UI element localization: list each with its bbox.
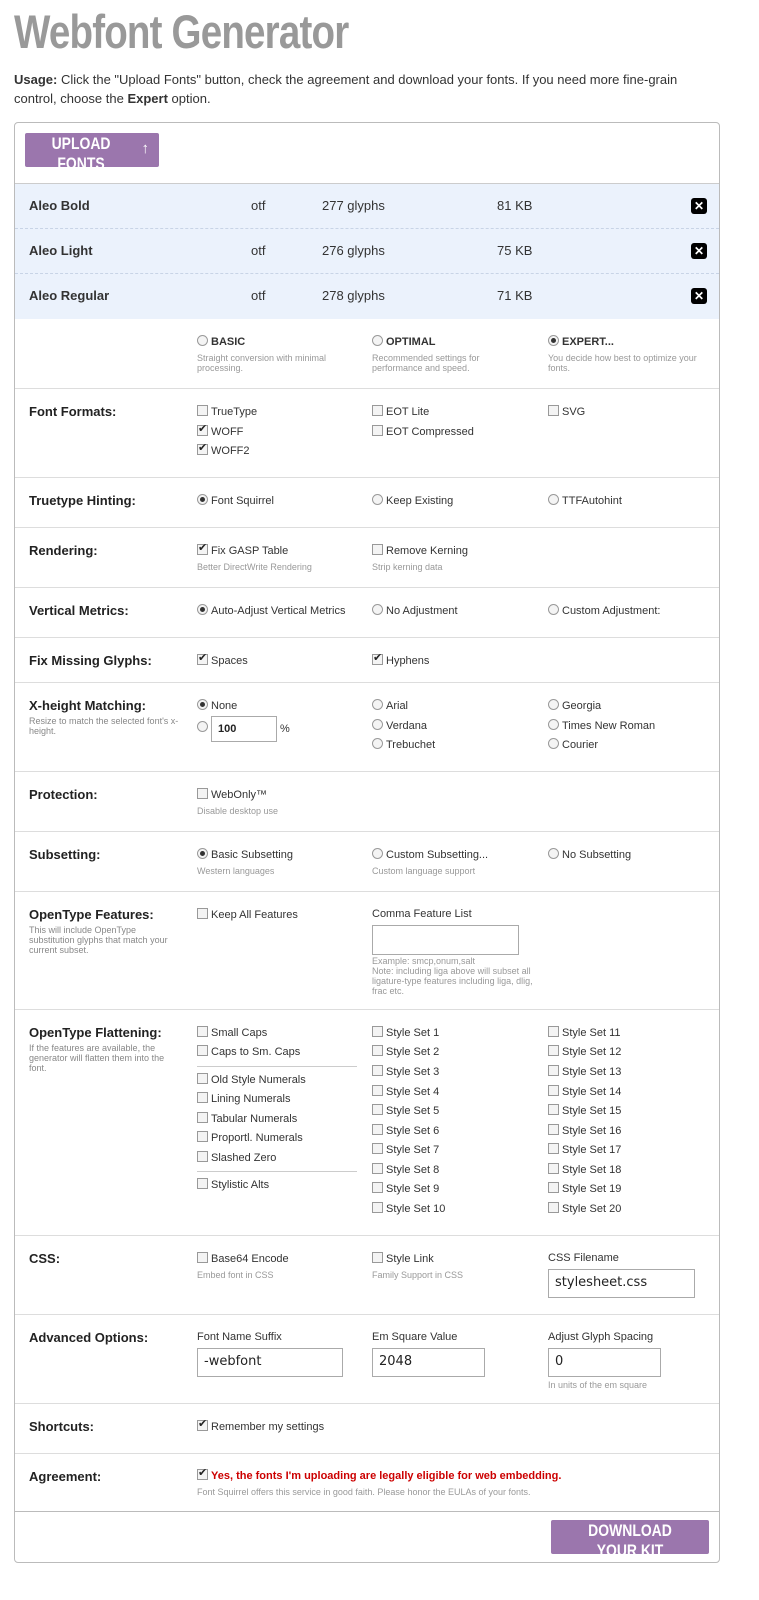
style-set-checkbox[interactable]: Style Set 10 [372, 1202, 445, 1215]
mode-basic-desc: Straight conversion with minimal processing. [197, 353, 327, 373]
xheight-trebuchet-radio[interactable]: Trebuchet [372, 738, 435, 751]
file-ext: otf [251, 198, 266, 213]
page-title: Webfont Generator [14, 5, 349, 58]
format-eotcomp-checkbox[interactable]: EOT Compressed [372, 425, 474, 438]
flatten-checkbox[interactable]: Caps to Sm. Caps [197, 1045, 300, 1058]
flatten-checkbox[interactable]: Stylistic Alts [197, 1178, 269, 1191]
divider [15, 1235, 719, 1236]
ot-flattening-sub: If the features are available, the generator will flatten them into the font. [29, 1043, 165, 1073]
divider [15, 388, 719, 389]
file-name: Aleo Bold [29, 198, 90, 213]
subsetting-label: Subsetting: [29, 847, 101, 862]
css-filename-label: CSS Filename [548, 1252, 619, 1264]
format-truetype-checkbox[interactable]: TrueType [197, 405, 257, 418]
style-set-checkbox[interactable]: Style Set 19 [548, 1182, 621, 1195]
advanced-label: Advanced Options: [29, 1330, 149, 1345]
radio[interactable] [197, 335, 208, 346]
remove-kerning-desc: Strip kerning data [372, 562, 443, 572]
base64-desc: Embed font in CSS [197, 1270, 274, 1280]
file-glyphs: 278 glyphs [322, 288, 385, 303]
xheight-tnr-radio[interactable]: Times New Roman [548, 719, 655, 732]
style-set-checkbox[interactable]: Style Set 4 [372, 1085, 439, 1098]
fix-gasp-checkbox[interactable]: ✔ Fix GASP Table [197, 544, 288, 557]
style-set-checkbox[interactable]: Style Set 6 [372, 1124, 439, 1137]
divider [15, 771, 719, 772]
fix-hyphens-checkbox[interactable]: ✔ Hyphens [372, 654, 429, 667]
file-size: 81 KB [497, 198, 533, 213]
hinting-label: Truetype Hinting: [29, 493, 136, 508]
flatten-checkbox[interactable]: Slashed Zero [197, 1151, 276, 1164]
radio[interactable] [548, 335, 559, 346]
agreement-desc: Font Squirrel offers this service in good faith. Please honor the EULAs of your fonts. [197, 1487, 531, 1497]
upload-fonts-button[interactable]: UPLOAD FONTS ↑ [25, 133, 159, 167]
style-set-checkbox[interactable]: Style Set 9 [372, 1182, 439, 1195]
flatten-checkbox[interactable]: Old Style Numerals [197, 1073, 306, 1086]
xheight-none-radio[interactable]: None [197, 699, 237, 712]
feature-list-input[interactable] [372, 925, 519, 955]
xheight-courier-radio[interactable]: Courier [548, 738, 598, 751]
file-name: Aleo Light [29, 243, 93, 258]
radio[interactable] [372, 335, 383, 346]
webonly-checkbox[interactable]: WebOnly™ [197, 788, 267, 801]
hinting-fontsquirrel-radio[interactable]: Font Squirrel [197, 494, 274, 507]
subset-custom-radio[interactable]: Custom Subsetting... [372, 848, 488, 861]
divider [15, 831, 719, 832]
base64-checkbox[interactable]: Base64 Encode [197, 1252, 289, 1265]
missing-glyphs-label: Fix Missing Glyphs: [29, 653, 152, 668]
divider [15, 587, 719, 588]
fix-spaces-checkbox[interactable]: ✔ Spaces [197, 654, 248, 667]
webonly-desc: Disable desktop use [197, 806, 279, 816]
style-link-desc: Family Support in CSS [372, 1270, 464, 1280]
flatten-checkbox[interactable]: Tabular Numerals [197, 1112, 297, 1125]
fix-gasp-desc: Better DirectWrite Rendering [197, 562, 312, 572]
glyph-spacing-desc: In units of the em square [548, 1380, 648, 1390]
file-glyphs: 276 glyphs [322, 243, 385, 258]
divider [197, 1066, 357, 1067]
xheight-value-input[interactable]: 100 [211, 716, 277, 742]
divider [15, 477, 719, 478]
glyph-spacing-label: Adjust Glyph Spacing [548, 1331, 654, 1343]
subset-basic-desc: Western languages [197, 866, 275, 876]
ot-features-sub: This will include OpenType substitution glyphs that match your current subset. [29, 925, 168, 955]
generator-panel [14, 122, 720, 1563]
em-square-label: Em Square Value [372, 1331, 458, 1343]
mode-expert-desc: You decide how best to optimize your fonts. [548, 353, 697, 373]
file-name: Aleo Regular [29, 288, 110, 303]
mode-optimal-desc: Recommended settings for performance and speed. [372, 353, 480, 373]
format-svg-checkbox[interactable]: SVG [548, 405, 585, 418]
arrow-up-icon: ↑ [141, 140, 149, 157]
glyph-spacing-input[interactable]: 0 [548, 1348, 661, 1377]
font-suffix-label: Font Name Suffix [197, 1331, 282, 1343]
file-ext: otf [251, 288, 266, 303]
agreement-checkbox[interactable]: ✔ Yes, the fonts I'm uploading are legally eligible for web embedding. [197, 1469, 561, 1482]
feature-note: Note: including liga above will subset all ligature-type features including liga, dlig, frac etc. [372, 966, 533, 996]
format-woff-checkbox[interactable]: ✔WOFF [197, 425, 243, 438]
style-set-checkbox[interactable]: Style Set 17 [548, 1143, 621, 1156]
file-row [15, 274, 719, 319]
format-eotlite-checkbox[interactable]: EOT Lite [372, 405, 429, 418]
xheight-sub: Resize to match the selected font's x-height. [29, 716, 179, 736]
ot-features-label: OpenType Features: [29, 907, 154, 922]
xheight-georgia-radio[interactable]: Georgia [548, 699, 601, 712]
download-kit-button[interactable]: DOWNLOAD YOUR KIT [551, 1520, 709, 1554]
divider [15, 1453, 719, 1454]
xheight-arial-radio[interactable]: Arial [372, 699, 408, 712]
subset-none-radio[interactable]: No Subsetting [548, 848, 631, 861]
divider [15, 1403, 719, 1404]
em-square-input[interactable]: 2048 [372, 1348, 485, 1377]
xheight-label: X-height Matching: [29, 698, 146, 713]
style-set-checkbox[interactable]: Style Set 3 [372, 1065, 439, 1078]
usage-text: Usage: Click the "Upload Fonts" button, check the agreement and download your fonts. If you need more fine-grain control, choose the Expert option. [14, 72, 678, 106]
font-formats-label: Font Formats: [29, 404, 117, 419]
file-row [15, 229, 719, 274]
remove-kerning-checkbox[interactable]: Remove Kerning [372, 544, 468, 557]
font-suffix-input[interactable]: -webfont [197, 1348, 343, 1377]
divider [15, 1314, 719, 1315]
vmetrics-auto-radio[interactable]: Auto-Adjust Vertical Metrics [197, 604, 346, 617]
divider [197, 1171, 357, 1172]
style-set-checkbox[interactable]: Style Set 13 [548, 1065, 621, 1078]
style-set-checkbox[interactable]: Style Set 15 [548, 1104, 621, 1117]
protection-label: Protection: [29, 787, 98, 802]
rendering-label: Rendering: [29, 543, 98, 558]
style-set-checkbox[interactable]: Style Set 2 [372, 1045, 439, 1058]
vertical-metrics-label: Vertical Metrics: [29, 603, 129, 618]
style-set-checkbox[interactable]: Style Set 1 [372, 1026, 439, 1039]
flatten-checkbox[interactable]: Proportl. Numerals [197, 1131, 303, 1144]
hinting-ttfautohint-radio[interactable]: TTFAutohint [548, 494, 622, 507]
file-list [15, 183, 719, 319]
style-set-checkbox[interactable]: Style Set 11 [548, 1026, 621, 1039]
subset-basic-radio[interactable]: Basic Subsetting [197, 848, 293, 861]
keep-all-features-checkbox[interactable]: Keep All Features [197, 908, 298, 921]
mode-expert-radio[interactable]: EXPERT... [548, 335, 614, 348]
divider [15, 637, 719, 638]
style-set-checkbox[interactable]: Style Set 16 [548, 1124, 621, 1137]
remember-settings-checkbox[interactable]: ✔ Remember my settings [197, 1420, 324, 1433]
remove-file-icon[interactable]: ✕ [691, 288, 707, 304]
subset-custom-desc: Custom language support [372, 866, 476, 876]
css-label: CSS: [29, 1251, 61, 1266]
vmetrics-custom-radio[interactable]: Custom Adjustment: [548, 604, 660, 617]
hinting-keep-radio[interactable]: Keep Existing [372, 494, 453, 507]
mode-optimal-radio[interactable]: OPTIMAL [372, 335, 436, 348]
divider [15, 891, 719, 892]
divider [15, 1009, 719, 1010]
style-set-checkbox[interactable]: Style Set 20 [548, 1202, 621, 1215]
file-size: 71 KB [497, 288, 533, 303]
file-glyphs: 277 glyphs [322, 198, 385, 213]
file-row [15, 184, 719, 229]
ot-flattening-label: OpenType Flattening: [29, 1025, 162, 1040]
shortcuts-label: Shortcuts: [29, 1419, 94, 1434]
divider [15, 527, 719, 528]
file-size: 75 KB [497, 243, 533, 258]
xheight-verdana-radio[interactable]: Verdana [372, 719, 427, 732]
vmetrics-none-radio[interactable]: No Adjustment [372, 604, 458, 617]
remove-file-icon[interactable]: ✕ [691, 198, 707, 214]
style-set-checkbox[interactable]: Style Set 7 [372, 1143, 439, 1156]
xheight-custom-radio[interactable] [197, 721, 211, 734]
style-set-checkbox[interactable]: Style Set 18 [548, 1163, 621, 1176]
divider [15, 682, 719, 683]
css-filename-input[interactable]: stylesheet.css [548, 1269, 695, 1298]
agreement-label: Agreement: [29, 1469, 102, 1484]
style-set-checkbox[interactable]: Style Set 8 [372, 1163, 439, 1176]
style-set-checkbox[interactable]: Style Set 12 [548, 1045, 621, 1058]
divider [15, 1511, 719, 1512]
mode-basic-radio[interactable]: BASIC [197, 335, 245, 348]
percent-label: % [280, 723, 290, 735]
remove-file-icon[interactable]: ✕ [691, 243, 707, 259]
file-ext: otf [251, 243, 266, 258]
flatten-checkbox[interactable]: Small Caps [197, 1026, 267, 1039]
style-link-checkbox[interactable]: Style Link [372, 1252, 434, 1265]
flatten-checkbox[interactable]: Lining Numerals [197, 1092, 290, 1105]
format-woff2-checkbox[interactable]: ✔WOFF2 [197, 444, 250, 457]
style-set-checkbox[interactable]: Style Set 5 [372, 1104, 439, 1117]
feature-example: Example: smcp,onum,salt [372, 956, 476, 966]
style-set-checkbox[interactable]: Style Set 14 [548, 1085, 621, 1098]
feature-list-label: Comma Feature List [372, 908, 472, 920]
